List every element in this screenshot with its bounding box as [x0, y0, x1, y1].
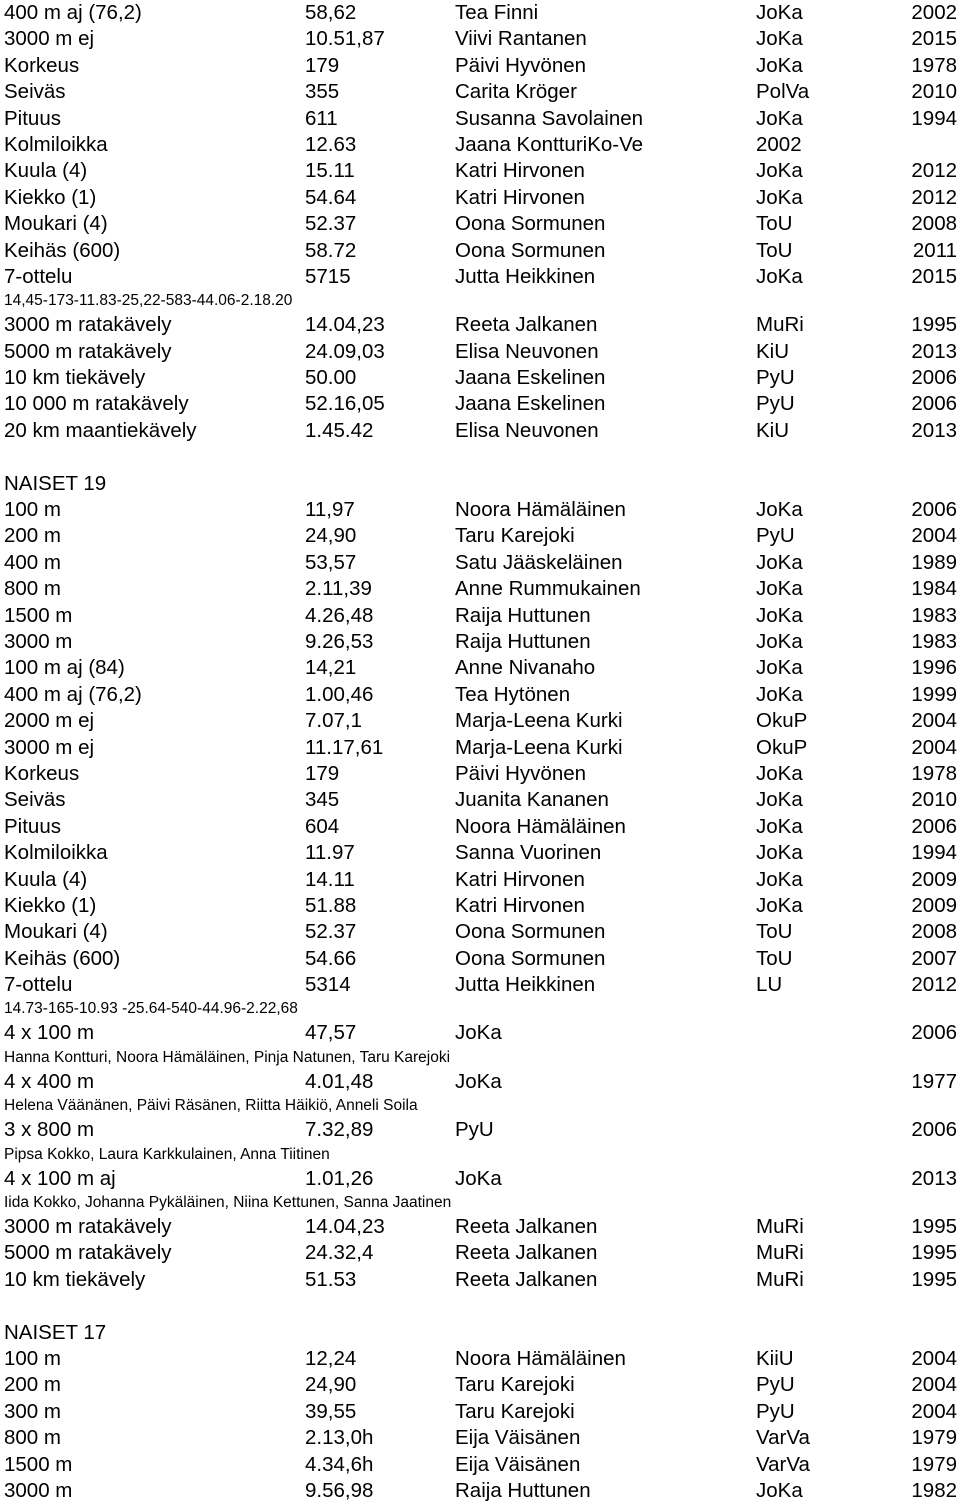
record-athlete: Eija Väisänen — [455, 1452, 581, 1476]
record-athlete: Jaana Eskelinen — [455, 392, 606, 416]
record-result: 611 — [305, 106, 338, 130]
section-spacer — [0, 1293, 960, 1319]
record-year: 1995 — [911, 1267, 957, 1291]
record-result: 39,55 — [305, 1399, 357, 1423]
record-row — [0, 1240, 960, 1266]
record-result: 14.04,23 — [305, 313, 385, 337]
record-result: 50.00 — [305, 366, 357, 390]
record-year: 1999 — [911, 682, 957, 706]
record-note: 14.73-165-10.93 -25.64-540-44.96-2.22,68 — [4, 1000, 298, 1018]
record-result: 1.01,26 — [305, 1166, 374, 1190]
record-event: Moukari (4) — [4, 920, 108, 944]
record-club: OkuP — [756, 735, 808, 759]
record-athlete: Katri Hirvonen — [455, 159, 585, 183]
record-result: 24.09,03 — [305, 339, 385, 363]
record-club: JoKa — [756, 841, 803, 865]
record-year: 2006 — [911, 366, 957, 390]
record-event: 400 m aj (76,2) — [4, 682, 142, 706]
record-event: 200 m — [4, 1373, 61, 1397]
record-athlete: Noora Hämäläinen — [455, 1346, 626, 1370]
record-row — [0, 1452, 960, 1478]
record-result: 47,57 — [305, 1021, 357, 1045]
record-club: JoKa — [756, 656, 803, 680]
record-athlete: Anne Nivanaho — [455, 656, 596, 680]
record-row — [0, 1069, 960, 1095]
record-club: VarVa — [756, 1426, 810, 1450]
record-athlete: Reeta Jalkanen — [455, 1267, 598, 1291]
record-athlete: PyU — [455, 1118, 494, 1142]
record-event: 20 km maantiekävely — [4, 418, 197, 442]
record-event: Pituus — [4, 814, 61, 838]
record-year: 2006 — [911, 498, 957, 522]
record-row — [0, 708, 960, 734]
record-event: 300 m — [4, 1399, 61, 1423]
record-result: 10.51,87 — [305, 27, 385, 51]
record-event: 7-ottelu — [4, 264, 73, 288]
record-athlete: Raija Huttunen — [455, 603, 591, 627]
record-result: 4.01,48 — [305, 1069, 374, 1093]
record-result: 2.13,0h — [305, 1426, 374, 1450]
record-year: 2006 — [911, 1118, 957, 1142]
record-event: 2000 m ej — [4, 709, 95, 733]
record-result: 604 — [305, 814, 340, 838]
record-row — [0, 682, 960, 708]
record-event: 4 x 100 m — [4, 1021, 95, 1045]
record-event: Kolmiloikka — [4, 132, 108, 156]
record-year: 2007 — [911, 946, 957, 970]
record-result: 5715 — [305, 264, 351, 288]
record-row — [0, 629, 960, 655]
record-club: JoKa — [756, 682, 803, 706]
record-row — [0, 1020, 960, 1046]
record-row — [0, 365, 960, 391]
record-result: 58,62 — [305, 1, 357, 24]
record-athlete: JoKa — [455, 1166, 502, 1190]
record-club: JoKa — [756, 27, 803, 51]
record-athlete: Marja-Leena Kurki — [455, 709, 623, 733]
record-year: 1995 — [911, 1241, 957, 1265]
record-event: 3000 m ratakävely — [4, 1215, 172, 1239]
record-event: 400 m aj (76,2) — [4, 1, 142, 24]
record-result: 14.11 — [305, 867, 355, 891]
record-year: 1995 — [911, 313, 957, 337]
record-athlete: Oona Sormunen — [455, 238, 606, 262]
record-club: JoKa — [756, 893, 803, 917]
record-year: 2008 — [911, 212, 957, 236]
record-event: 10 000 m ratakävely — [4, 392, 189, 416]
record-row — [0, 1267, 960, 1293]
record-event: 800 m — [4, 1426, 61, 1450]
record-athlete: Jutta Heikkinen — [455, 264, 596, 288]
section-spacer — [0, 444, 960, 470]
record-event: 3000 m ej — [4, 27, 95, 51]
record-athlete: Jaana Eskelinen — [455, 366, 606, 390]
record-year: 2012 — [911, 185, 957, 209]
record-athlete: Tea Hytönen — [455, 682, 571, 706]
record-event: 1500 m — [4, 1452, 73, 1476]
record-club: PyU — [756, 1373, 795, 1397]
record-athlete: Carita Kröger — [455, 80, 577, 104]
record-athlete: Satu Jääskeläinen — [455, 550, 623, 574]
record-athlete: Päivi Hyvönen — [455, 53, 587, 77]
record-athlete: Noora Hämäläinen — [455, 498, 626, 522]
record-event: 3000 m ej — [4, 735, 95, 759]
record-result: 24,90 — [305, 1373, 357, 1397]
record-athlete: JoKa — [455, 1069, 502, 1093]
record-row — [0, 264, 960, 290]
record-row — [0, 972, 960, 998]
record-club: MuRi — [756, 1267, 804, 1291]
record-result: 51.88 — [305, 893, 357, 917]
record-club: JoKa — [756, 788, 803, 812]
record-year: 1984 — [911, 577, 957, 601]
record-row — [0, 53, 960, 79]
record-row — [0, 814, 960, 840]
record-note: Hanna Kontturi, Noora Hämäläinen, Pinja Natunen, Taru Karejoki — [4, 1048, 451, 1066]
record-club: PyU — [756, 1399, 795, 1423]
record-event: Kiekko (1) — [4, 185, 97, 209]
record-event: Moukari (4) — [4, 212, 108, 236]
record-note: Iida Kokko, Johanna Pykäläinen, Niina Kettunen, Sanna Jaatinen — [4, 1194, 452, 1212]
record-result: 5314 — [305, 973, 351, 997]
record-year: 2004 — [911, 524, 957, 548]
record-event: 3000 m ratakävely — [4, 313, 172, 337]
record-result: 53,57 — [305, 550, 357, 574]
record-athlete: Noora Hämäläinen — [455, 814, 626, 838]
record-club: JoKa — [756, 761, 803, 785]
record-row — [0, 893, 960, 919]
record-row — [0, 185, 960, 211]
record-year: 2004 — [911, 735, 957, 759]
record-club: JoKa — [756, 629, 803, 653]
record-row — [0, 1214, 960, 1240]
record-year: 2006 — [911, 1021, 957, 1045]
record-row — [0, 1166, 960, 1192]
record-row — [0, 1346, 960, 1372]
record-row — [0, 132, 960, 158]
record-club: ToU — [756, 212, 793, 236]
record-row — [0, 418, 960, 444]
record-result: 24.32,4 — [305, 1241, 374, 1265]
record-row — [0, 391, 960, 417]
record-year: 1994 — [911, 841, 957, 865]
record-result: 179 — [305, 53, 340, 77]
record-club: VarVa — [756, 1452, 810, 1476]
record-year: 1978 — [911, 53, 957, 77]
record-athlete: Elisa Neuvonen — [455, 418, 599, 442]
record-event: Kuula (4) — [4, 159, 88, 183]
record-athlete: Juanita Kananen — [455, 788, 609, 812]
record-result: 4.34,6h — [305, 1452, 374, 1476]
record-row — [0, 1399, 960, 1425]
record-year: 2004 — [911, 1346, 957, 1370]
record-year: 2015 — [911, 27, 957, 51]
record-row — [0, 0, 960, 26]
record-row — [0, 655, 960, 681]
section-heading: NAISET 17 — [4, 1320, 107, 1344]
record-year: 2009 — [911, 893, 957, 917]
record-result: 58.72 — [305, 238, 357, 262]
record-event: 7-ottelu — [4, 973, 73, 997]
record-result: 12,24 — [305, 1346, 357, 1370]
record-row — [0, 840, 960, 866]
record-result: 355 — [305, 80, 340, 104]
record-club: MuRi — [756, 313, 804, 337]
record-result: 1.45.42 — [305, 418, 374, 442]
record-result: 52.37 — [305, 920, 357, 944]
record-club: JoKa — [756, 498, 803, 522]
record-athlete: Eija Väisänen — [455, 1426, 581, 1450]
record-club: PyU — [756, 366, 795, 390]
record-club: ToU — [756, 920, 793, 944]
record-athlete: Elisa Neuvonen — [455, 339, 599, 363]
record-event: 1500 m — [4, 603, 73, 627]
record-year: 2006 — [911, 392, 957, 416]
record-result: 14.04,23 — [305, 1215, 385, 1239]
record-year: 2011 — [912, 238, 957, 262]
record-event: 10 km tiekävely — [4, 366, 146, 390]
record-event: Kuula (4) — [4, 867, 88, 891]
record-club: OkuP — [756, 709, 808, 733]
record-event: Korkeus — [4, 761, 80, 785]
record-result: 24,90 — [305, 524, 357, 548]
record-event: 100 m aj (84) — [4, 656, 125, 680]
record-result: 11.97 — [305, 841, 355, 865]
record-row — [0, 603, 960, 629]
record-result: 52.16,05 — [305, 392, 385, 416]
record-club: JoKa — [756, 867, 803, 891]
record-year: 1978 — [911, 761, 957, 785]
record-club: JoKa — [756, 53, 803, 77]
record-year: 1995 — [911, 1215, 957, 1239]
record-event: 3 x 800 m — [4, 1118, 95, 1142]
record-year: 2006 — [911, 814, 957, 838]
record-result: 345 — [305, 788, 340, 812]
record-club: KiU — [756, 339, 790, 363]
record-result: 7.32,89 — [305, 1118, 374, 1142]
record-athlete: JoKa — [455, 1021, 502, 1045]
record-event: 200 m — [4, 524, 61, 548]
record-club: JoKa — [756, 185, 803, 209]
record-row — [0, 576, 960, 602]
record-athlete: Taru Karejoki — [455, 1373, 575, 1397]
record-athlete: Katri Hirvonen — [455, 867, 585, 891]
record-athlete: Oona Sormunen — [455, 920, 606, 944]
record-club: PolVa — [756, 80, 810, 104]
record-row — [0, 761, 960, 787]
record-event: Korkeus — [4, 53, 80, 77]
record-row — [0, 1117, 960, 1143]
record-club: PyU — [756, 392, 795, 416]
record-year: 1996 — [911, 656, 957, 680]
record-club: JoKa — [756, 814, 803, 838]
record-club: JoKa — [756, 1478, 803, 1502]
record-result: 54.64 — [305, 185, 357, 209]
record-athlete: Anne Rummukainen — [455, 577, 641, 601]
record-athlete: Taru Karejoki — [455, 524, 575, 548]
record-athlete: Jaana KontturiKo-Ve — [455, 132, 644, 156]
record-athlete: Oona Sormunen — [455, 946, 606, 970]
record-row — [0, 312, 960, 338]
record-year: 1983 — [911, 629, 957, 653]
record-year: 2013 — [911, 1166, 957, 1190]
record-year: 2004 — [911, 709, 957, 733]
record-row — [0, 238, 960, 264]
record-club: ToU — [756, 238, 793, 262]
record-result: 12.63 — [305, 132, 357, 156]
record-club: KiU — [756, 418, 790, 442]
section-heading: NAISET 19 — [4, 471, 107, 495]
record-row — [0, 26, 960, 52]
record-event: Kiekko (1) — [4, 893, 97, 917]
record-year: 2004 — [911, 1399, 957, 1423]
record-result: 1.00,46 — [305, 682, 374, 706]
record-athlete: Reeta Jalkanen — [455, 313, 598, 337]
record-result: 15.11 — [305, 159, 355, 183]
record-row — [0, 158, 960, 184]
record-result: 9.56,98 — [305, 1478, 374, 1502]
record-result: 4.26,48 — [305, 603, 374, 627]
record-row — [0, 523, 960, 549]
record-club: PyU — [756, 524, 795, 548]
record-athlete: Raija Huttunen — [455, 1478, 591, 1502]
record-year: 2008 — [911, 920, 957, 944]
record-year: 2009 — [911, 867, 957, 891]
record-event: 100 m — [4, 1346, 61, 1370]
record-event: 3000 m — [4, 1478, 73, 1502]
record-row — [0, 550, 960, 576]
record-club: 2002 — [756, 132, 802, 156]
record-club: ToU — [756, 946, 793, 970]
record-event: 800 m — [4, 577, 61, 601]
record-athlete: Viivi Rantanen — [455, 27, 587, 51]
record-athlete: Jutta Heikkinen — [455, 973, 596, 997]
record-year: 2012 — [911, 973, 957, 997]
record-event: Seiväs — [4, 788, 66, 812]
record-event: 5000 m ratakävely — [4, 339, 172, 363]
record-note: 14,45-173-11.83-25,22-583-44.06-2.18.20 — [4, 292, 293, 310]
record-club: JoKa — [756, 159, 803, 183]
record-result: 7.07,1 — [305, 709, 362, 733]
record-result: 14,21 — [305, 656, 357, 680]
record-year: 2010 — [911, 788, 957, 812]
record-year: 1977 — [911, 1069, 957, 1093]
record-athlete: Katri Hirvonen — [455, 893, 585, 917]
record-row — [0, 946, 960, 972]
record-row — [0, 867, 960, 893]
record-event: 400 m — [4, 550, 61, 574]
record-event: 100 m — [4, 498, 61, 522]
record-result: 51.53 — [305, 1267, 357, 1291]
record-event: Pituus — [4, 106, 61, 130]
record-year: 2012 — [911, 159, 957, 183]
record-result: 2.11,39 — [305, 577, 372, 601]
record-event: Keihäs (600) — [4, 238, 121, 262]
record-result: 52.37 — [305, 212, 357, 236]
record-club: MuRi — [756, 1215, 804, 1239]
record-event: 4 x 400 m — [4, 1069, 95, 1093]
record-athlete: Taru Karejoki — [455, 1399, 575, 1423]
record-row — [0, 106, 960, 132]
record-athlete: Marja-Leena Kurki — [455, 735, 623, 759]
record-athlete: Susanna Savolainen — [455, 106, 644, 130]
record-club: MuRi — [756, 1241, 804, 1265]
record-result: 9.26,53 — [305, 629, 374, 653]
record-athlete: Raija Huttunen — [455, 629, 591, 653]
record-result: 54.66 — [305, 946, 357, 970]
record-row — [0, 1425, 960, 1451]
record-athlete: Reeta Jalkanen — [455, 1241, 598, 1265]
record-row — [0, 787, 960, 813]
record-year: 2004 — [911, 1373, 957, 1397]
record-event: 4 x 100 m aj — [4, 1166, 116, 1190]
record-athlete: Oona Sormunen — [455, 212, 606, 236]
record-year: 1989 — [911, 550, 957, 574]
record-event: Seiväs — [4, 80, 66, 104]
record-row — [0, 1372, 960, 1398]
record-year: 1979 — [911, 1426, 957, 1450]
record-row — [0, 919, 960, 945]
record-club: JoKa — [756, 603, 803, 627]
record-event: 5000 m ratakävely — [4, 1241, 172, 1265]
record-row — [0, 1478, 960, 1504]
record-athlete: Katri Hirvonen — [455, 185, 585, 209]
record-row — [0, 79, 960, 105]
record-event: 10 km tiekävely — [4, 1267, 146, 1291]
record-athlete: Tea Finni — [455, 1, 539, 24]
record-event: Kolmiloikka — [4, 841, 108, 865]
record-result: 11.17,61 — [305, 735, 384, 759]
record-year: 1979 — [911, 1452, 957, 1476]
record-club: JoKa — [756, 550, 803, 574]
record-row — [0, 211, 960, 237]
record-year: 1982 — [911, 1478, 957, 1502]
record-club: JoKa — [756, 1, 803, 24]
record-note: Helena Väänänen, Päivi Räsänen, Riitta Häikiö, Anneli Soila — [4, 1097, 418, 1115]
record-club: LU — [756, 973, 783, 997]
record-result: 179 — [305, 761, 340, 785]
record-club: JoKa — [756, 106, 803, 130]
record-year: 1983 — [911, 603, 957, 627]
record-year: 2013 — [911, 418, 957, 442]
record-year: 2002 — [911, 1, 957, 24]
record-year: 2010 — [911, 80, 957, 104]
record-year: 2015 — [911, 264, 957, 288]
record-note: Pipsa Kokko, Laura Karkkulainen, Anna Tiitinen — [4, 1145, 330, 1163]
record-event: 3000 m — [4, 629, 73, 653]
record-result: 11,97 — [305, 498, 355, 522]
record-row — [0, 735, 960, 761]
record-club: JoKa — [756, 264, 803, 288]
record-row — [0, 339, 960, 365]
record-athlete: Sanna Vuorinen — [455, 841, 602, 865]
record-year: 2013 — [911, 339, 957, 363]
record-row — [0, 497, 960, 523]
record-athlete: Päivi Hyvönen — [455, 761, 587, 785]
record-athlete: Reeta Jalkanen — [455, 1215, 598, 1239]
record-club: KiiU — [756, 1346, 794, 1370]
record-event: Keihäs (600) — [4, 946, 121, 970]
record-club: JoKa — [756, 577, 803, 601]
record-year: 1994 — [911, 106, 957, 130]
